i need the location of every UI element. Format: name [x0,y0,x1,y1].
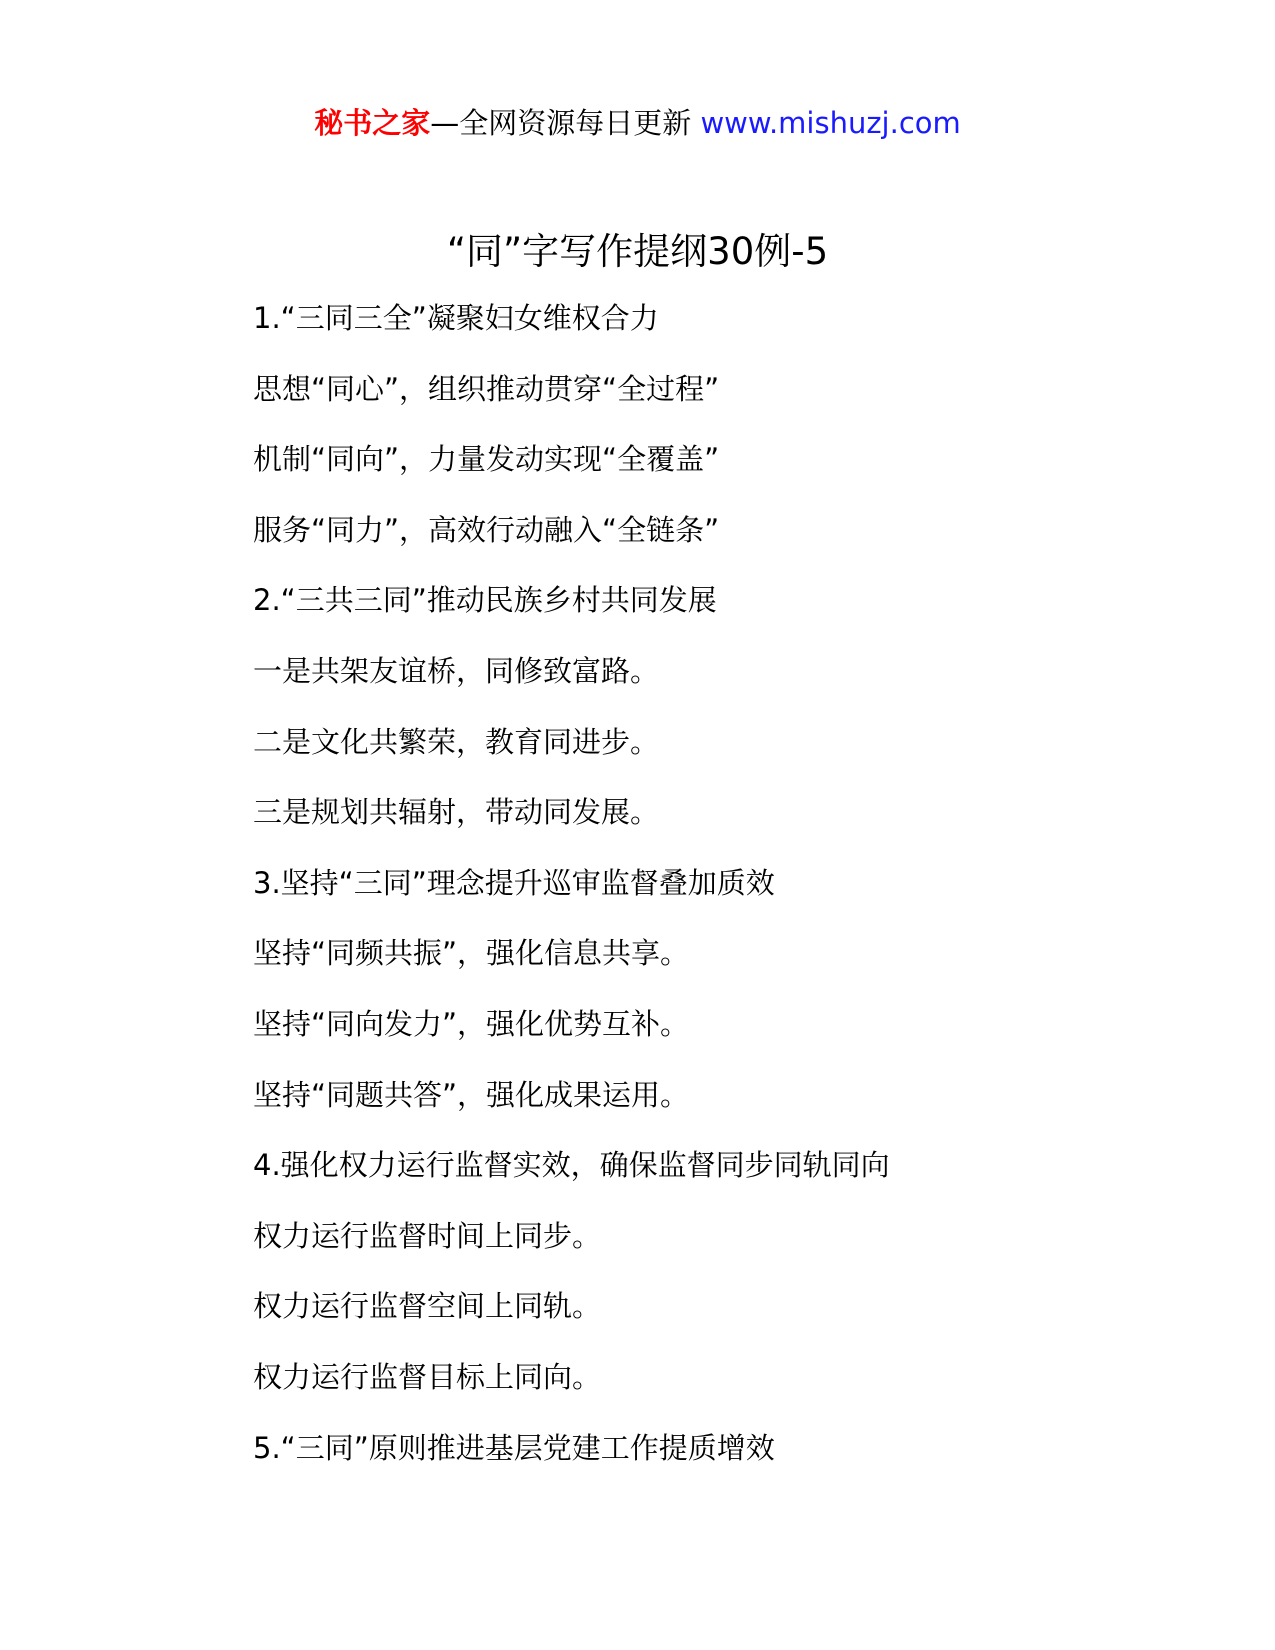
outline-line: 机制“同向”，力量发动实现“全覆盖” [253,442,720,477]
outline-heading-5: 5.“三同”原则推进基层党建工作提质增效 [253,1430,775,1465]
header-tagline: —全网资源每日更新 [430,106,701,140]
brand-name: 秘书之家 [314,106,431,140]
outline-line: 思想“同心”，组织推动贯穿“全过程” [253,371,720,406]
outline-heading-3: 3.坚持“三同”理念提升巡审监督叠加质效 [253,865,775,900]
outline-line: 坚持“同频共振”，强化信息共享。 [253,936,690,971]
document-title: “同”字写作提纲30例-5 [446,230,829,273]
site-url-link[interactable]: www.mishuzj.com [700,106,961,140]
outline-line: 坚持“同题共答”，强化成果运用。 [253,1077,690,1112]
outline-line: 权力运行监督空间上同轨。 [253,1289,602,1324]
site-header [0,103,1275,143]
outline-line: 三是规划共辐射，带动同发展。 [253,795,660,830]
outline-line: 坚持“同向发力”，强化优势互补。 [253,1006,690,1041]
outline-line: 一是共架友谊桥，同修致富路。 [253,653,660,688]
outline-line: 权力运行监督时间上同步。 [253,1218,602,1253]
outline-list [253,296,1203,1496]
outline-heading-4: 4.强化权力运行监督实效，确保监督同步同轨同向 [253,1148,890,1183]
outline-line: 服务“同力”，高效行动融入“全链条” [253,512,720,547]
outline-line: 二是文化共繁荣，教育同进步。 [253,724,660,759]
outline-line: 权力运行监督目标上同向。 [253,1359,602,1394]
outline-heading-2: 2.“三共三同”推动民族乡村共同发展 [253,583,717,618]
outline-heading-1: 1.“三同三全”凝聚妇女维权合力 [253,301,659,335]
